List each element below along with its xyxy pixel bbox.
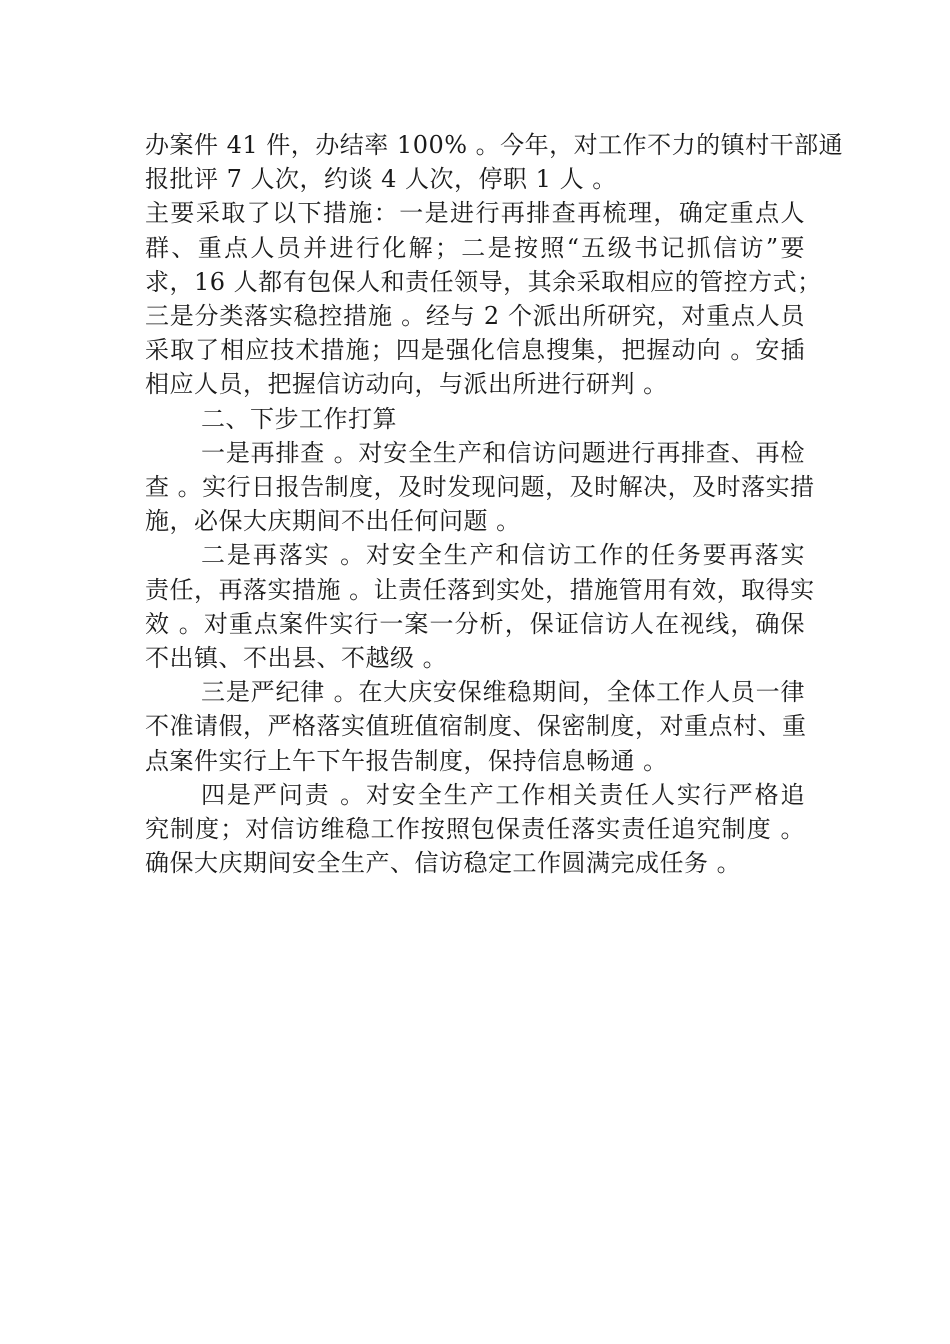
text-line: 效 。对重点案件实行一案一分析，保证信访人在视线，确保 [145,609,805,638]
text-line: 主要采取了以下措施：一是进行再排查再梳理，确定重点人 [145,199,805,228]
paragraph-measures [145,196,822,401]
text-line: 不准请假，严格落实值班值宿制度、保密制度，对重点村、重 [145,712,807,741]
text-line: 不出镇、不出县、不越级 。 [145,644,448,673]
text-line: 责任，再落实措施 。让责任落到实处，措施管用有效，取得实 [145,575,815,604]
text-line: 究制度；对信访维稳工作按照包保责任落实责任追究制度 。 [145,815,805,844]
text-line: 施，必保大庆期间不出任何问题 。 [145,507,521,536]
paragraph-recheck [145,436,815,539]
paragraph-discipline [145,675,805,778]
text-line: 二是再落实 。对安全生产和信访工作的任务要再落实 [201,541,805,570]
text-line: 采取了相应技术措施；四是强化信息搜集，把握动向 。安插 [145,336,805,365]
text-line: 群、重点人员并进行化解；二是按照“五级书记抓信访”要 [145,233,805,262]
text-line: 确保大庆期间安全生产、信访稳定工作圆满完成任务 。 [145,849,742,878]
text-line: 报批评 7 人次，约谈 4 人次，停职 1 人 。 [145,165,617,194]
paragraph-case-stats [145,128,844,196]
paragraph-accountability [145,778,805,881]
paragraph-implement [145,538,815,675]
text-line: 点案件实行上午下午报告制度，保持信息畅通 。 [145,746,668,775]
text-line: 一是再排查 。对安全生产和信访问题进行再排查、再检 [201,438,805,467]
text-line: 三是严纪律 。在大庆安保维稳期间，全体工作人员一律 [201,678,805,707]
text-line: 办案件 41 件，办结率 100% 。今年，对工作不力的镇村干部通 [145,131,844,159]
text-line: 二、下步工作打算 [201,404,397,433]
text-line: 查 。实行日报告制度，及时发现问题，及时解决，及时落实措 [145,473,815,502]
section-heading [145,402,805,436]
text-line: 三是分类落实稳控措施 。经与 2 个派出所研究，对重点人员 [145,302,805,331]
text-line: 四是严问责 。对安全生产工作相关责任人实行严格追 [201,780,805,809]
text-line: 相应人员，把握信访动向，与派出所进行研判 。 [145,370,668,399]
text-line: 求，16 人都有包保人和责任领导，其余采取相应的管控方式； [145,267,822,296]
document-body [145,128,844,880]
